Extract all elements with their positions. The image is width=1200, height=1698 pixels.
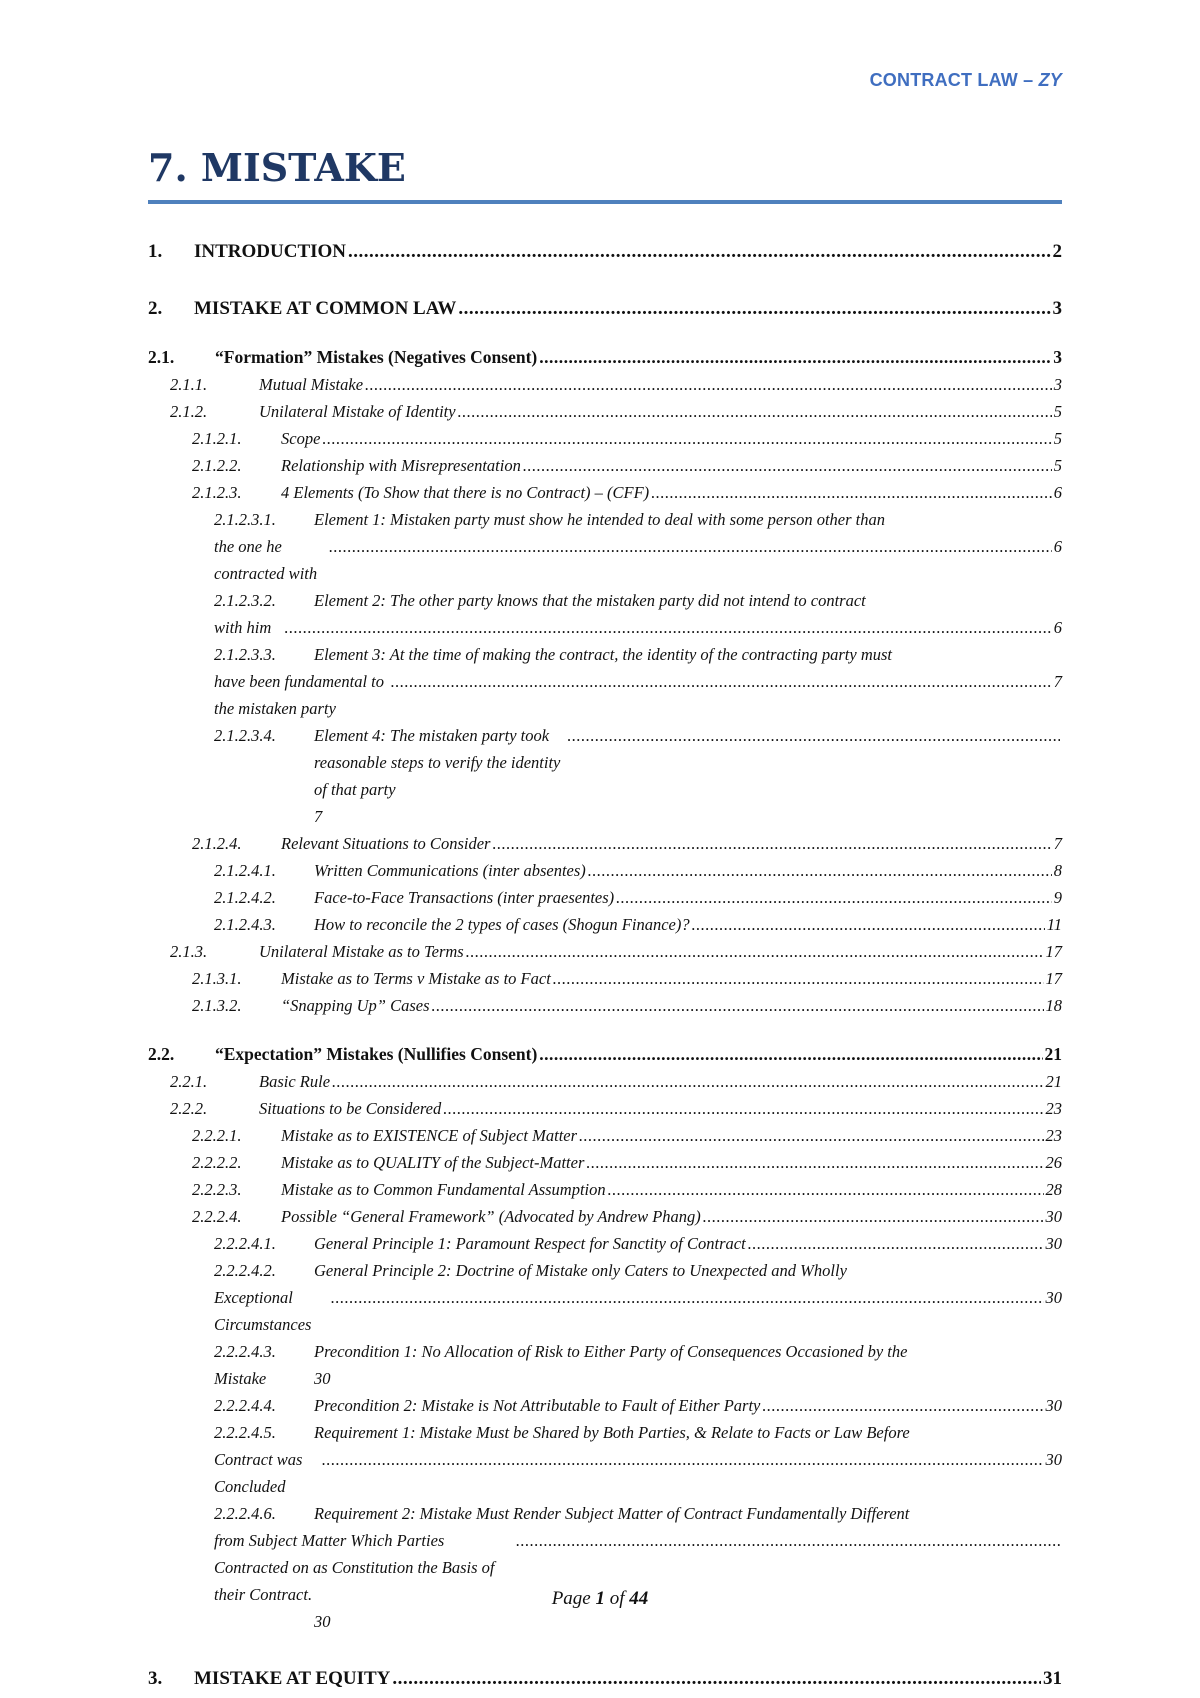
- toc-leader: [588, 857, 1052, 884]
- toc-page: 17: [1045, 942, 1062, 961]
- toc-text: Mistake as to Common Fundamental Assumption: [281, 1180, 606, 1199]
- toc-num: 2.1.2.3.3.: [214, 645, 276, 664]
- toc-text-line2: from Subject Matter Which Parties Contracted on as Constitution the Basis of their Contract.: [214, 1531, 495, 1604]
- toc-text-line2: Exceptional Circumstances: [214, 1288, 312, 1334]
- toc-entry-2-2-2-4-1[interactable]: [148, 1230, 1062, 1257]
- toc-leader: [443, 1095, 1043, 1122]
- toc-page: 5: [1053, 429, 1062, 448]
- toc-leader: [348, 238, 1050, 265]
- toc-entry-2-1-2-3-3[interactable]: [148, 641, 1062, 722]
- toc-entry-2-1-3-1[interactable]: [148, 965, 1062, 992]
- toc-leader: [567, 722, 1060, 749]
- toc-page: 9: [1053, 888, 1062, 907]
- toc-leader: [365, 371, 1052, 398]
- toc-leader: [329, 533, 1052, 560]
- toc-num: 2.2.2.: [170, 1099, 208, 1118]
- running-header: [870, 70, 1062, 91]
- header-course: CONTRACT LAW –: [869, 70, 1039, 90]
- toc-text: Mistake as to Terms v Mistake as to Fact: [281, 969, 551, 988]
- toc-leader: [458, 398, 1052, 425]
- toc-num: 2.2.2.4.3.: [214, 1342, 276, 1361]
- toc-leader: [432, 992, 1044, 1019]
- toc-leader: [586, 1149, 1043, 1176]
- toc-leader: [331, 1284, 1044, 1311]
- toc-text: MISTAKE AT COMMON LAW: [194, 298, 457, 319]
- toc-num: 2.1.3.2.: [192, 996, 242, 1015]
- toc-page: 30: [314, 1369, 331, 1388]
- toc-text: Mistake as to EXISTENCE of Subject Matter: [281, 1126, 578, 1145]
- toc-entry-2-1-3[interactable]: [148, 938, 1062, 965]
- toc-page: 17: [1045, 969, 1062, 988]
- toc-num: 2.1.: [148, 347, 175, 367]
- toc-leader: [539, 1041, 1042, 1068]
- toc-entry-2-1-2[interactable]: [148, 398, 1062, 425]
- toc-entry-2-1-2-4-2[interactable]: [148, 884, 1062, 911]
- toc-text: Possible “General Framework” (Advocated by Andrew Phang): [281, 1207, 701, 1226]
- toc-entry-2-1-3-2[interactable]: [148, 992, 1062, 1019]
- toc-entry-2-2[interactable]: [148, 1041, 1062, 1068]
- toc-entry-2-1-2-4-3[interactable]: [148, 911, 1062, 938]
- toc-num: 2.2.2.4.: [192, 1207, 242, 1226]
- toc-num: 2.2.2.4.2.: [214, 1261, 276, 1280]
- toc-page: 30: [1045, 1396, 1062, 1415]
- title-underline: [148, 200, 1062, 204]
- toc-entry-3[interactable]: [148, 1665, 1062, 1692]
- toc-num: 2.: [148, 298, 163, 319]
- toc-num: 2.1.2.2.: [192, 456, 242, 475]
- toc-entry-2-2-2[interactable]: [148, 1095, 1062, 1122]
- toc-leader: [285, 614, 1052, 641]
- toc-text-line1: Precondition 1: No Allocation of Risk to Either Party of Consequences Occasioned by the: [314, 1342, 908, 1361]
- toc-leader: [539, 344, 1051, 371]
- toc-text-line2: have been fundamental to the mistaken party: [214, 672, 384, 718]
- toc-text: Relevant Situations to Consider: [281, 834, 491, 853]
- toc-num: 2.2.2.4.1.: [214, 1234, 276, 1253]
- toc-num: 2.1.1.: [170, 375, 208, 394]
- toc-page: 6: [1053, 483, 1062, 502]
- toc-text: MISTAKE AT EQUITY: [194, 1668, 391, 1689]
- toc-text-line2: Mistake: [214, 1369, 267, 1388]
- toc-num: 2.1.2.3.2.: [214, 591, 276, 610]
- toc-text: Basic Rule: [259, 1072, 331, 1091]
- table-of-contents: [148, 238, 1062, 1692]
- toc-text-line1: Element 4: The mistaken party took reasonable steps to verify the identity of that party: [314, 726, 561, 799]
- toc-text: Face-to-Face Transactions (inter praesentes): [314, 888, 615, 907]
- toc-text: “Snapping Up” Cases: [281, 996, 430, 1015]
- toc-text: Unilateral Mistake of Identity: [259, 402, 456, 421]
- toc-num: 2.1.2.1.: [192, 429, 242, 448]
- toc-text: Mutual Mistake: [259, 375, 364, 394]
- toc-leader: [692, 911, 1045, 938]
- toc-entry-2-2-2-4-6[interactable]: [148, 1500, 1062, 1635]
- toc-page: 11: [1046, 915, 1062, 934]
- toc-page: 30: [1045, 1288, 1062, 1307]
- toc-text-line1: Element 2: The other party knows that the mistaken party did not intend to contract: [314, 591, 866, 610]
- toc-num: 2.1.2.3.: [192, 483, 242, 502]
- toc-page: 18: [1045, 996, 1062, 1015]
- toc-text-line2: with him: [214, 618, 272, 637]
- toc-leader: [458, 295, 1050, 322]
- toc-leader: [748, 1230, 1044, 1257]
- toc-num: 2.1.2.4.2.: [214, 888, 276, 907]
- toc-page: 31: [1043, 1668, 1062, 1689]
- toc-leader: [651, 479, 1052, 506]
- toc-page: 3: [1053, 347, 1062, 367]
- toc-entry-2-2-2-4-2[interactable]: [148, 1257, 1062, 1338]
- toc-text: Situations to be Considered: [259, 1099, 442, 1118]
- footer-of-label: of: [605, 1588, 630, 1609]
- toc-num: 2.1.2.4.: [192, 834, 242, 853]
- toc-page: 5: [1053, 456, 1062, 475]
- header-author: ZY: [1038, 70, 1062, 90]
- toc-entry-2-1-2-3-1[interactable]: [148, 506, 1062, 587]
- toc-text: General Principle 1: Paramount Respect for Sanctity of Contract: [314, 1234, 746, 1253]
- toc-page: 30: [1045, 1450, 1062, 1469]
- toc-page: 30: [1045, 1207, 1062, 1226]
- footer-total-pages: 44: [629, 1588, 649, 1609]
- toc-num: 2.1.2.3.1.: [214, 510, 276, 529]
- toc-num: 2.2.2.2.: [192, 1153, 242, 1172]
- toc-text: Precondition 2: Mistake is Not Attributable to Fault of Either Party: [314, 1396, 761, 1415]
- toc-entry-2-1-2-1[interactable]: [148, 425, 1062, 452]
- toc-page: 23: [1045, 1126, 1062, 1145]
- toc-entry-2-1-2-3[interactable]: [148, 479, 1062, 506]
- toc-entry-2-2-2-4-4[interactable]: [148, 1392, 1062, 1419]
- toc-entry-2-1-2-4-1[interactable]: [148, 857, 1062, 884]
- toc-text-line2: Contract was Concluded: [214, 1450, 303, 1496]
- toc-leader: [322, 1446, 1044, 1473]
- toc-entry-2-1[interactable]: [148, 344, 1062, 371]
- toc-num: 2.1.2.4.1.: [214, 861, 276, 880]
- toc-num: 2.2.1.: [170, 1072, 208, 1091]
- page-title: 7. MISTAKE: [148, 145, 406, 190]
- toc-num: 2.1.3.1.: [192, 969, 242, 988]
- toc-text: 4 Elements (To Show that there is no Contract) – (CFF): [281, 483, 650, 502]
- toc-page: 2: [1052, 241, 1062, 262]
- toc-page: 6: [1053, 618, 1062, 637]
- toc-page: 3: [1052, 298, 1062, 319]
- toc-text: Scope: [281, 429, 321, 448]
- toc-num: 1.: [148, 241, 163, 262]
- toc-text-line1: Element 3: At the time of making the contract, the identity of the contracting party must: [314, 645, 892, 664]
- page-footer: [0, 1588, 1200, 1610]
- toc-num: 2.2.2.4.5.: [214, 1423, 276, 1442]
- toc-leader: [391, 668, 1052, 695]
- toc-entry-2-2-2-1[interactable]: [148, 1122, 1062, 1149]
- toc-leader: [616, 884, 1052, 911]
- toc-leader: [392, 1665, 1041, 1692]
- toc-text-line1: Requirement 1: Mistake Must be Shared by Both Parties, & Relate to Facts or Law Before: [314, 1423, 910, 1442]
- toc-text: Written Communications (inter absentes): [314, 861, 586, 880]
- footer-page-number: 1: [595, 1588, 605, 1609]
- toc-entry-2[interactable]: [148, 295, 1062, 322]
- toc-num: 2.2.2.1.: [192, 1126, 242, 1145]
- toc-num: 3.: [148, 1668, 163, 1689]
- toc-leader: [523, 452, 1052, 479]
- toc-entry-2-2-1[interactable]: [148, 1068, 1062, 1095]
- toc-leader: [322, 425, 1051, 452]
- toc-page: 30: [314, 1612, 331, 1631]
- toc-entry-2-1-2-3-2[interactable]: [148, 587, 1062, 641]
- toc-text: “Expectation” Mistakes (Nullifies Consent): [215, 1044, 538, 1064]
- toc-text-line1: Requirement 2: Mistake Must Render Subject Matter of Contract Fundamentally Different: [314, 1504, 910, 1523]
- toc-text: Mistake as to QUALITY of the Subject-Matter: [281, 1153, 585, 1172]
- toc-num: 2.2.2.4.4.: [214, 1396, 276, 1415]
- toc-page: 30: [1045, 1234, 1062, 1253]
- toc-leader: [608, 1176, 1044, 1203]
- toc-leader: [762, 1392, 1043, 1419]
- toc-entry-2-2-2-4-5[interactable]: [148, 1419, 1062, 1500]
- toc-page: 5: [1053, 402, 1062, 421]
- toc-leader: [553, 965, 1044, 992]
- toc-page: 7: [314, 807, 323, 826]
- toc-entry-2-1-2-4[interactable]: [148, 830, 1062, 857]
- toc-page: 28: [1045, 1180, 1062, 1199]
- toc-page: 7: [1053, 672, 1062, 691]
- toc-text: INTRODUCTION: [194, 241, 347, 262]
- toc-text: “Formation” Mistakes (Negatives Consent): [215, 347, 538, 367]
- toc-page: 26: [1045, 1153, 1062, 1172]
- toc-leader: [492, 830, 1051, 857]
- toc-num: 2.2.2.4.6.: [214, 1504, 276, 1523]
- toc-entry-2-2-2-4-3[interactable]: [148, 1338, 1062, 1392]
- toc-entry-2-2-2-2[interactable]: [148, 1149, 1062, 1176]
- toc-num: 2.1.2.4.3.: [214, 915, 276, 934]
- toc-entry-1[interactable]: [148, 238, 1062, 265]
- toc-page: 23: [1045, 1099, 1062, 1118]
- toc-page: 7: [1053, 834, 1062, 853]
- toc-text-line2: the one he contracted with: [214, 537, 318, 583]
- toc-entry-2-2-2-4[interactable]: [148, 1203, 1062, 1230]
- toc-text: How to reconcile the 2 types of cases (Shogun Finance)?: [314, 915, 690, 934]
- toc-entry-2-1-1[interactable]: [148, 371, 1062, 398]
- toc-page: 3: [1053, 375, 1062, 394]
- toc-entry-2-2-2-3[interactable]: [148, 1176, 1062, 1203]
- toc-num: 2.2.: [148, 1044, 175, 1064]
- toc-entry-2-1-2-2[interactable]: [148, 452, 1062, 479]
- toc-text-line1: Element 1: Mistaken party must show he intended to deal with some person other than: [314, 510, 886, 529]
- toc-num: 2.1.2.: [170, 402, 208, 421]
- toc-page: 8: [1053, 861, 1062, 880]
- toc-text-line1: General Principle 2: Doctrine of Mistake only Caters to Unexpected and Wholly: [314, 1261, 847, 1280]
- footer-page-label: Page: [551, 1588, 596, 1609]
- toc-leader: [703, 1203, 1044, 1230]
- toc-text: Unilateral Mistake as to Terms: [259, 942, 464, 961]
- toc-page: 21: [1044, 1044, 1062, 1064]
- toc-num: 2.1.2.3.4.: [214, 726, 276, 745]
- toc-entry-2-1-2-3-4[interactable]: [148, 722, 1062, 830]
- toc-num: 2.1.3.: [170, 942, 208, 961]
- toc-leader: [516, 1527, 1060, 1554]
- toc-leader: [466, 938, 1044, 965]
- toc-page: 6: [1053, 537, 1062, 556]
- toc-leader: [579, 1122, 1043, 1149]
- toc-page: 21: [1045, 1072, 1062, 1091]
- toc-leader: [332, 1068, 1043, 1095]
- toc-text: Relationship with Misrepresentation: [281, 456, 521, 475]
- toc-num: 2.2.2.3.: [192, 1180, 242, 1199]
